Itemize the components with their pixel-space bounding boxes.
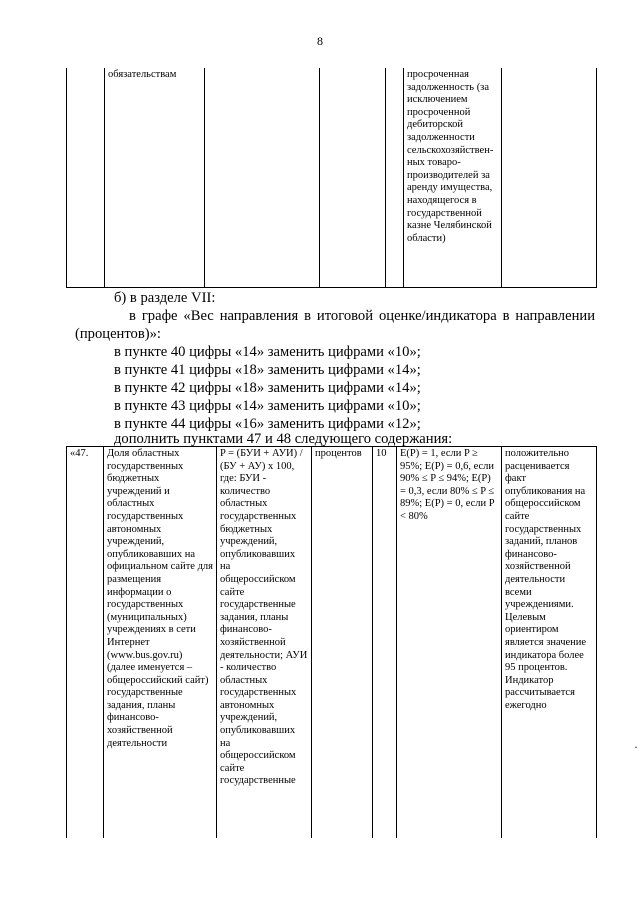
cell-formula: P = (БУИ + АУИ) / (БУ + АУ) x 100, где: БУИ - количество областных государственных бюджетных учреждений, опубликовавших на общероссийском сайте государственные задания, планы финансово-хозяйственной деятельности; АУИ - количество областных государственных автономных учреждений, опубликовавших на общероссийском сайте государственные	[217, 447, 312, 839]
column-instruction-line2: (процентов)»:	[75, 326, 161, 342]
cell-number	[67, 68, 105, 288]
column-instruction-line1: в графе «Вес направления в итоговой оценке/индикатора в направлении	[129, 308, 595, 324]
cell-scale: E(P) = 1, если P ≥ 95%; E(P) = 0,6, если 90% ≤ P ≤ 94%; E(P) = 0,3, если 80% ≤ P ≤ 89%; E(P) = 0, если P < 80%	[397, 447, 502, 839]
cell-weight	[386, 68, 404, 288]
cell-indicator-name: Доля областных государственных бюджетных учреждений и областных государственных автономных учреждений, опубликовавших на официальном сайте для размещения информации о государственных (муниципальных) учреждениях в сети Интернет (www.bus.gov.ru) (далее именуется – общероссийский сайт) государственные задания, планы финансово-хозяйственной деятельности	[104, 447, 217, 839]
amendment-item-42: в пункте 42 цифры «18» заменить цифрами «14»;	[114, 380, 421, 396]
continuation-table	[66, 68, 597, 288]
amendment-add-items: дополнить пунктами 47 и 48 следующего содержания:	[114, 431, 453, 447]
amendment-item-40: в пункте 40 цифры «14» заменить цифрами «10»;	[114, 344, 421, 360]
cell-unit: процентов	[312, 447, 373, 839]
cell-formula	[205, 68, 320, 288]
section-heading: б) в разделе VII:	[114, 290, 216, 306]
amendment-item-41: в пункте 41 цифры «18» заменить цифрами «14»;	[114, 362, 421, 378]
cell-unit	[320, 68, 386, 288]
amendment-item-43: в пункте 43 цифры «14» заменить цифрами «10»;	[114, 398, 421, 414]
cell-note: положительно расценивается факт опубликования на общероссийском сайте государственных заданий, планов финансово-хозяйственной деятельности всеми учреждениями. Целевым ориентиром является значение индикатора более 95 процентов. Индикатор рассчитывается ежегодно	[502, 447, 597, 839]
amendment-item-44: в пункте 44 цифры «16» заменить цифрами «12»;	[114, 416, 421, 432]
cell-note	[502, 68, 597, 288]
margin-mark: ·	[634, 740, 638, 754]
cell-weight: 10	[373, 447, 397, 839]
page-number: 8	[317, 34, 323, 48]
cell-number: «47.	[67, 447, 104, 839]
cell-indicator: обязательствам	[105, 68, 205, 288]
cell-scale: просроченная задолженность (за исключением просроченной дебиторской задолженности сельскохозяйствен-ных товаро-производителей за аренду имущества, находящегося в государственной казне Челябинской области)	[404, 68, 502, 288]
indicator-table	[66, 446, 597, 838]
